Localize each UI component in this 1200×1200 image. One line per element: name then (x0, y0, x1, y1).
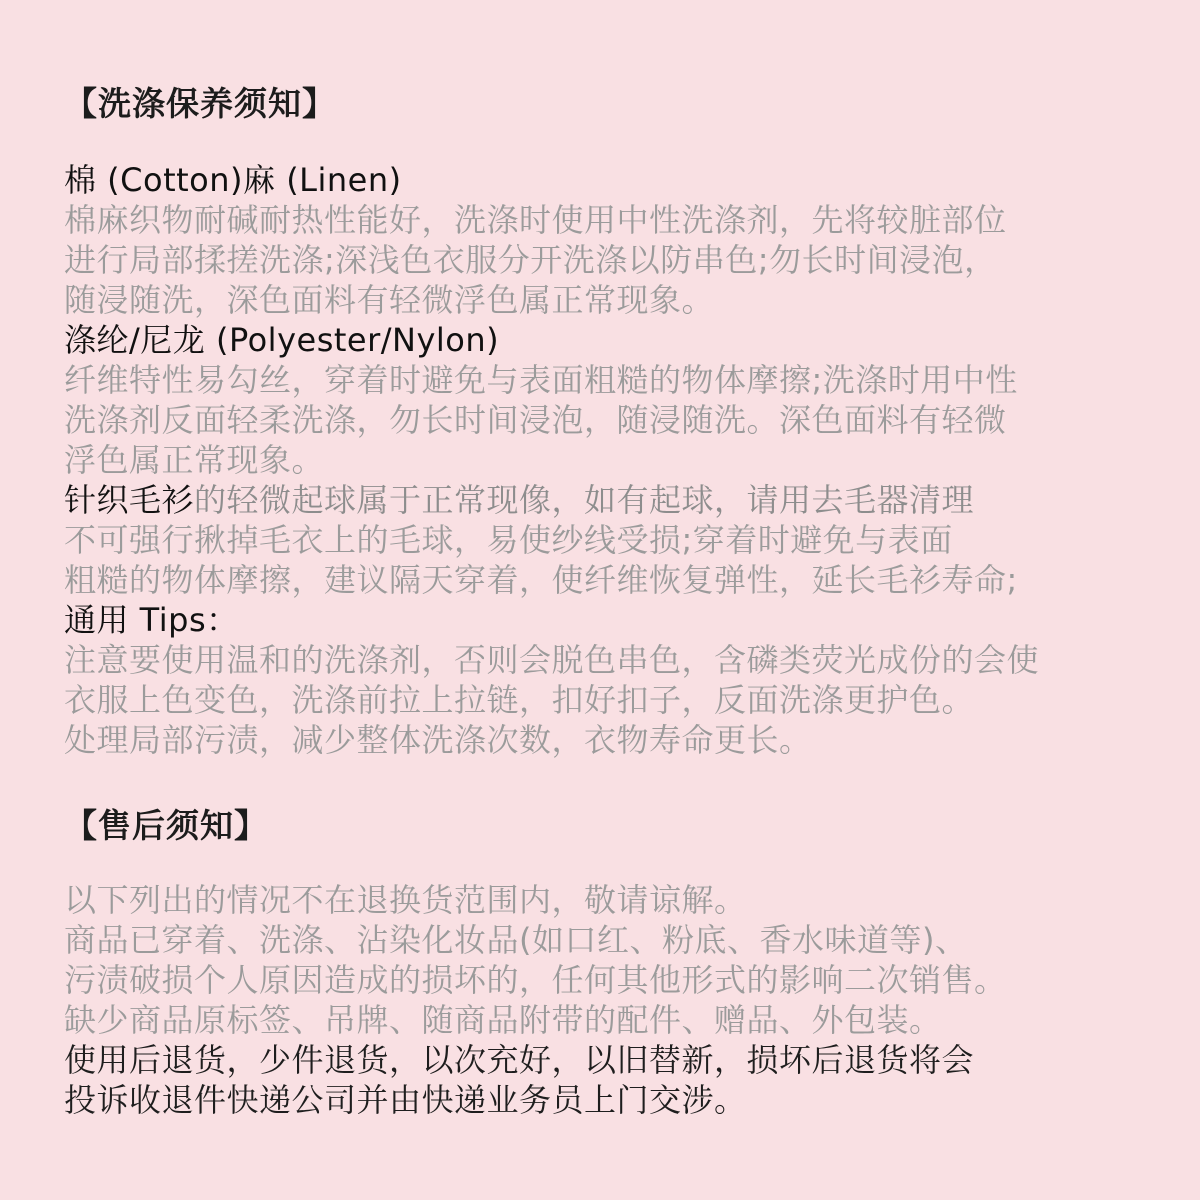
aftersale-line: 以下列出的情况不在退换货范围内，敬请谅解。 (64, 881, 747, 919)
aftersale-line: 污渍破损个人原因造成的损坏的，任何其他形式的影响二次销售。 (64, 961, 1007, 999)
knitwear-first-line (64, 480, 974, 520)
knitwear-line: 粗糙的物体摩擦，建议隔天穿着，使纤维恢复弹性，延长毛衫寿命; (64, 561, 1018, 599)
polyester-line: 纤维特性易勾丝，穿着时避免与表面粗糙的物体摩擦;洗涤时用中性 (64, 361, 1018, 399)
cotton-line: 进行局部揉搓洗涤;深浅色衣服分开洗涤以防串色;勿长时间浸泡， (64, 241, 997, 279)
polyester-line: 浮色属正常现象。 (64, 441, 325, 479)
aftersale-heading: 【售后须知】 (64, 806, 268, 845)
cotton-line: 随浸随洗，深色面料有轻微浮色属正常现象。 (64, 281, 715, 319)
polyester-title: 涤纶/尼龙 (Polyester/Nylon) (64, 321, 500, 359)
aftersale-line: 商品已穿着、洗涤、沾染化妆品(如口红、粉底、香水味道等)、 (64, 921, 968, 959)
tips-line: 衣服上色变色，洗涤前拉上拉链，扣好扣子，反面洗涤更护色。 (64, 681, 975, 719)
aftersale-warning-line: 使用后退货，少件退货，以次充好，以旧替新，损坏后退货将会 (64, 1041, 975, 1079)
knitwear-title: 针织毛衫 (64, 481, 195, 519)
knitwear-text: 的轻微起球属于正常现像，如有起球，请用去毛器清理 (194, 481, 975, 519)
care-heading: 【洗涤保养须知】 (64, 84, 336, 123)
tips-line: 处理局部污渍，减少整体洗涤次数，衣物寿命更长。 (64, 721, 812, 759)
tips-title: 通用 Tips： (64, 601, 239, 639)
tips-line: 注意要使用温和的洗涤剂，否则会脱色串色，含磷类荧光成份的会使 (64, 641, 1040, 679)
knitwear-line: 不可强行揪掉毛衣上的毛球，易使纱线受损;穿着时避免与表面 (64, 521, 953, 559)
cotton-line: 棉麻织物耐碱耐热性能好，洗涤时使用中性洗涤剂，先将较脏部位 (64, 201, 1007, 239)
aftersale-warning-line: 投诉收退件快递公司并由快递业务员上门交涉。 (64, 1081, 747, 1119)
polyester-line: 洗涤剂反面轻柔洗涤，勿长时间浸泡，随浸随洗。深色面料有轻微 (64, 401, 1007, 439)
cotton-title: 棉 (Cotton)麻 (Linen) (64, 161, 402, 199)
aftersale-line: 缺少商品原标签、吊牌、随商品附带的配件、赠品、外包装。 (64, 1001, 942, 1039)
